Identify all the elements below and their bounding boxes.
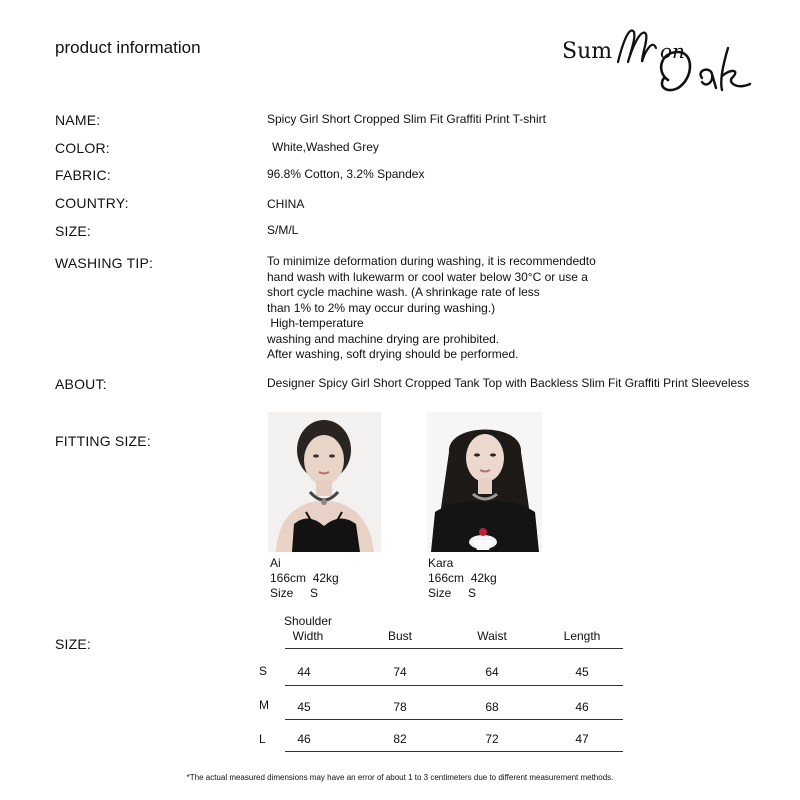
model-weight: 42kg [470, 571, 497, 585]
cell-l-length: 47 [575, 732, 589, 746]
svg-text:on: on [660, 39, 685, 63]
cell-s-shoulder: 44 [297, 665, 311, 679]
model-size: S [468, 586, 477, 600]
table-divider [285, 751, 623, 752]
cell-s-length: 45 [575, 665, 589, 679]
color-label: COLOR: [55, 140, 110, 156]
cell-s-waist: 64 [485, 665, 499, 679]
name-label: NAME: [55, 112, 101, 128]
col-header-waist: Waist [477, 629, 507, 643]
table-divider [285, 719, 623, 720]
cell-l-bust: 82 [393, 732, 407, 746]
model-height: 166cm [428, 571, 465, 585]
col-header-shoulder: Shoulder Width [283, 614, 333, 643]
row-label-l: L [259, 732, 266, 746]
table-divider [285, 685, 623, 686]
washing-line: hand wash with lukewarm or cool water below 30°C or use a [267, 269, 588, 284]
model-size-label: Size [428, 586, 452, 600]
footnote: *The actual measured dimensions may have an error of about 1 to 3 centimeters due to different measurement methods. [186, 773, 614, 782]
model-name: Ai [270, 556, 281, 570]
model-photo-kara [427, 412, 542, 552]
model-height: 166cm [270, 571, 307, 585]
size-chart-label: SIZE: [55, 636, 92, 652]
washing-line: than 1% to 2% may occur during washing.) [267, 300, 496, 315]
svg-text:Sum: Sum [562, 39, 613, 64]
cell-l-shoulder: 46 [297, 732, 311, 746]
about-label: ABOUT: [55, 376, 107, 392]
country-value: CHINA [267, 197, 305, 211]
page-title: product information [55, 38, 201, 57]
model-photo-ai [268, 412, 381, 552]
row-label-s: S [259, 664, 268, 678]
model-caption-kara [428, 556, 497, 601]
model-weight: 42kg [312, 571, 339, 585]
washing-line: washing and machine drying are prohibited. [267, 331, 500, 346]
brand-logo [560, 18, 780, 108]
washing-tip-label: WASHING TIP: [55, 255, 154, 271]
model-size: S [310, 586, 319, 600]
model-size-label: Size [270, 586, 294, 600]
table-divider [285, 648, 623, 649]
col-header-bust: Bust [387, 629, 412, 643]
size-label: SIZE: [55, 223, 92, 239]
row-label-m: M [259, 698, 269, 712]
cell-l-waist: 72 [485, 732, 499, 746]
cell-m-length: 46 [575, 700, 589, 714]
washing-line: To minimize deformation during washing, it is recommendedto [267, 254, 596, 268]
col-header-length: Length [563, 629, 601, 643]
cell-m-waist: 68 [485, 700, 499, 714]
fabric-label: FABRIC: [55, 167, 111, 183]
washing-line: High-temperature [267, 316, 364, 330]
washing-line: After washing, soft drying should be performed. [267, 347, 519, 361]
fitting-size-label: FITTING SIZE: [55, 433, 151, 449]
model-name: Kara [428, 556, 454, 570]
cell-m-bust: 78 [393, 700, 407, 714]
cell-m-shoulder: 45 [297, 700, 311, 714]
washing-tip-text [267, 254, 596, 363]
fabric-value: 96.8% Cotton, 3.2% Spandex [267, 167, 425, 181]
washing-line: short cycle machine wash. (A shrinkage rate of less [267, 285, 540, 299]
model-caption-ai [270, 556, 339, 601]
name-value: Spicy Girl Short Cropped Slim Fit Graffiti Print T-shirt [267, 112, 546, 126]
country-label: COUNTRY: [55, 195, 129, 211]
color-value: White,Washed Grey [272, 140, 379, 154]
cell-s-bust: 74 [393, 665, 407, 679]
size-value: S/M/L [267, 223, 299, 237]
about-value: Designer Spicy Girl Short Cropped Tank Top with Backless Slim Fit Graffiti Print Sleeveless [267, 376, 750, 390]
